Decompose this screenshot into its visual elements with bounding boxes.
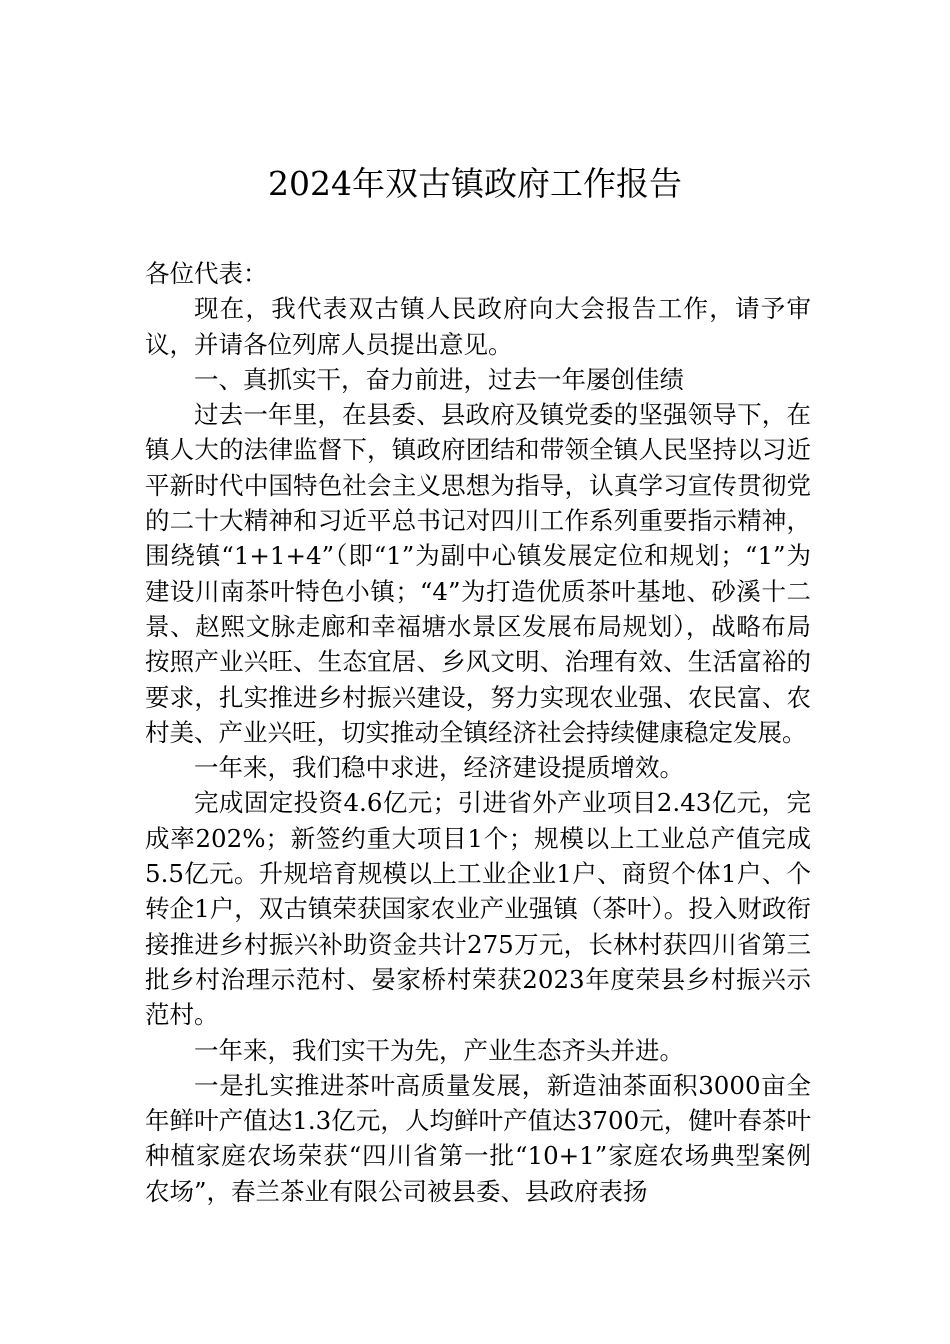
paragraph-tea-detail: 一是扎实推进茶叶高质量发展，新造油茶面积3000亩全年鲜叶产值达1.3亿元，人均鲜叶产值达3700元，健叶春茶叶种植家庭农场荣获“四川省第一批“10+1”家庭农场典型案例农场”，春兰茶业有限公司被县委、县政府表扬 <box>145 1070 811 1206</box>
document-body <box>145 256 811 1209</box>
document-title: 2024年双古镇政府工作报告 <box>268 164 682 203</box>
paragraph-economy-detail: 完成固定投资4.6亿元；引进省外产业项目2.43亿元，完成率202%；新签约重大项目1个；规模以上工业总产值完成5.5亿元。升规培育规模以上工业企业1户、商贸个体1户、个转企1户，双古镇荣获国家农业产业强镇（茶叶）。投入财政衔接推进乡村振兴补助资金共计275万元，长林村获四川省第三批乡村治理示范村、晏家桥村荣获2023年度荣县乡村振兴示范村。 <box>145 788 811 1030</box>
paragraph-economy-lead: 一年来，我们稳中求进，经济建设提质增效。 <box>194 753 684 783</box>
paragraph-opening: 现在，我代表双古镇人民政府向大会报告工作，请予审议，并请各位列席人员提出意见。 <box>145 294 811 359</box>
salutation: 各位代表： <box>145 259 268 288</box>
section-heading-1: 一、真抓实干，奋力前进，过去一年屡创佳绩 <box>194 364 684 394</box>
paragraph-past-year: 过去一年里，在县委、县政府及镇党委的坚强领导下，在镇人大的法律监督下，镇政府团结和带领全镇人民坚持以习近平新时代中国特色社会主义思想为指导，认真学习宣传贯彻党的二十大精神和习近平总书记对四川工作系列重要指示精神，围绕镇“1+1+4”（即“1”为副中心镇发展定位和规划；“1”为建设川南茶叶特色小镇；“4”为打造优质茶叶基地、砂溪十二景、赵熙文脉走廊和幸福塘水景区发展布局规划），战略布局按照产业兴旺、生态宜居、乡风文明、治理有效、生活富裕的要求，扎实推进乡村振兴建设，努力实现农业强、农民富、农村美、产业兴旺，切实推动全镇经济社会持续健康稳定发展。 <box>145 400 811 747</box>
paragraph-industry-lead: 一年来，我们实干为先，产业生态齐头并进。 <box>194 1035 684 1065</box>
